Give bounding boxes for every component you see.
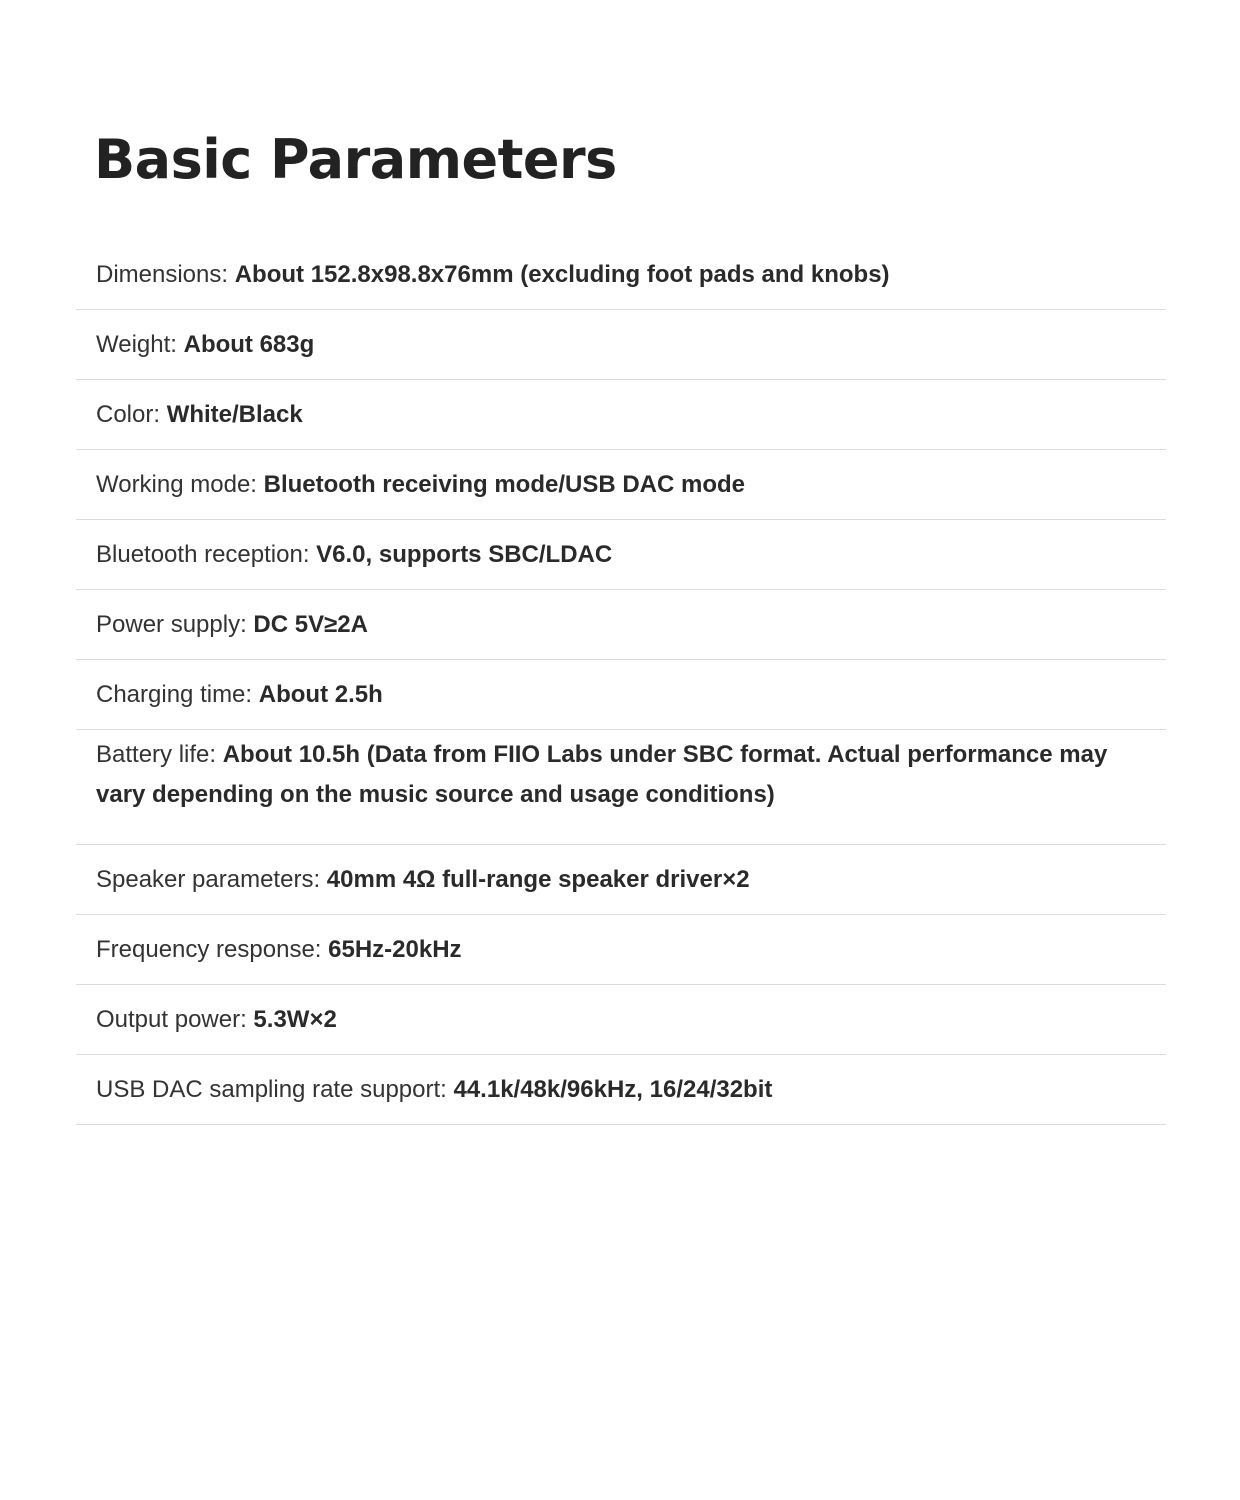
spec-row-battery-life — [76, 730, 1166, 845]
spec-row-dimensions — [76, 240, 1166, 310]
spec-value: About 683g — [183, 331, 315, 358]
spec-value: 40mm 4Ω full-range speaker driver×2 — [326, 866, 750, 893]
spec-value: About 152.8x98.8x76mm (excluding foot pads and knobs) — [234, 261, 890, 288]
spec-row-speaker-parameters — [76, 845, 1166, 915]
spec-label: Dimensions: — [96, 261, 235, 288]
spec-value: 44.1k/48k/96kHz, 16/24/32bit — [453, 1076, 773, 1103]
spec-row-bluetooth-reception — [76, 520, 1166, 590]
spec-label: Weight: — [96, 331, 184, 358]
spec-row-power-supply — [76, 590, 1166, 660]
spec-row-frequency-response — [76, 915, 1166, 985]
spec-value: About 10.5h (Data from FIIO Labs under SBC format. Actual performance may vary depending on the music source and usage conditions) — [96, 741, 1108, 808]
spec-row-working-mode — [76, 450, 1166, 520]
spec-label: Frequency response: — [96, 936, 329, 963]
spec-list — [76, 240, 1166, 1125]
spec-row-usb-dac-sampling — [76, 1055, 1166, 1125]
spec-row-color — [76, 380, 1166, 450]
spec-label: Power supply: — [96, 611, 254, 638]
spec-label: Output power: — [96, 1006, 254, 1033]
spec-value: 5.3W×2 — [253, 1006, 337, 1033]
page-title: Basic Parameters — [94, 128, 617, 191]
spec-label: Color: — [96, 401, 167, 428]
spec-label: Bluetooth reception: — [96, 541, 317, 568]
spec-row-output-power — [76, 985, 1166, 1055]
spec-label: Charging time: — [96, 681, 259, 708]
spec-value: Bluetooth receiving mode/USB DAC mode — [263, 471, 746, 498]
spec-label: Battery life: — [96, 741, 223, 768]
spec-value: V6.0, supports SBC/LDAC — [316, 541, 613, 568]
spec-label: Speaker parameters: — [96, 866, 327, 893]
spec-value: DC 5V≥2A — [253, 611, 368, 638]
spec-value: 65Hz-20kHz — [328, 936, 462, 963]
spec-row-charging-time — [76, 660, 1166, 730]
spec-row-weight — [76, 310, 1166, 380]
spec-label: USB DAC sampling rate support: — [96, 1076, 454, 1103]
spec-label: Working mode: — [96, 471, 264, 498]
spec-value: White/Black — [166, 401, 303, 428]
spec-value: About 2.5h — [258, 681, 383, 708]
